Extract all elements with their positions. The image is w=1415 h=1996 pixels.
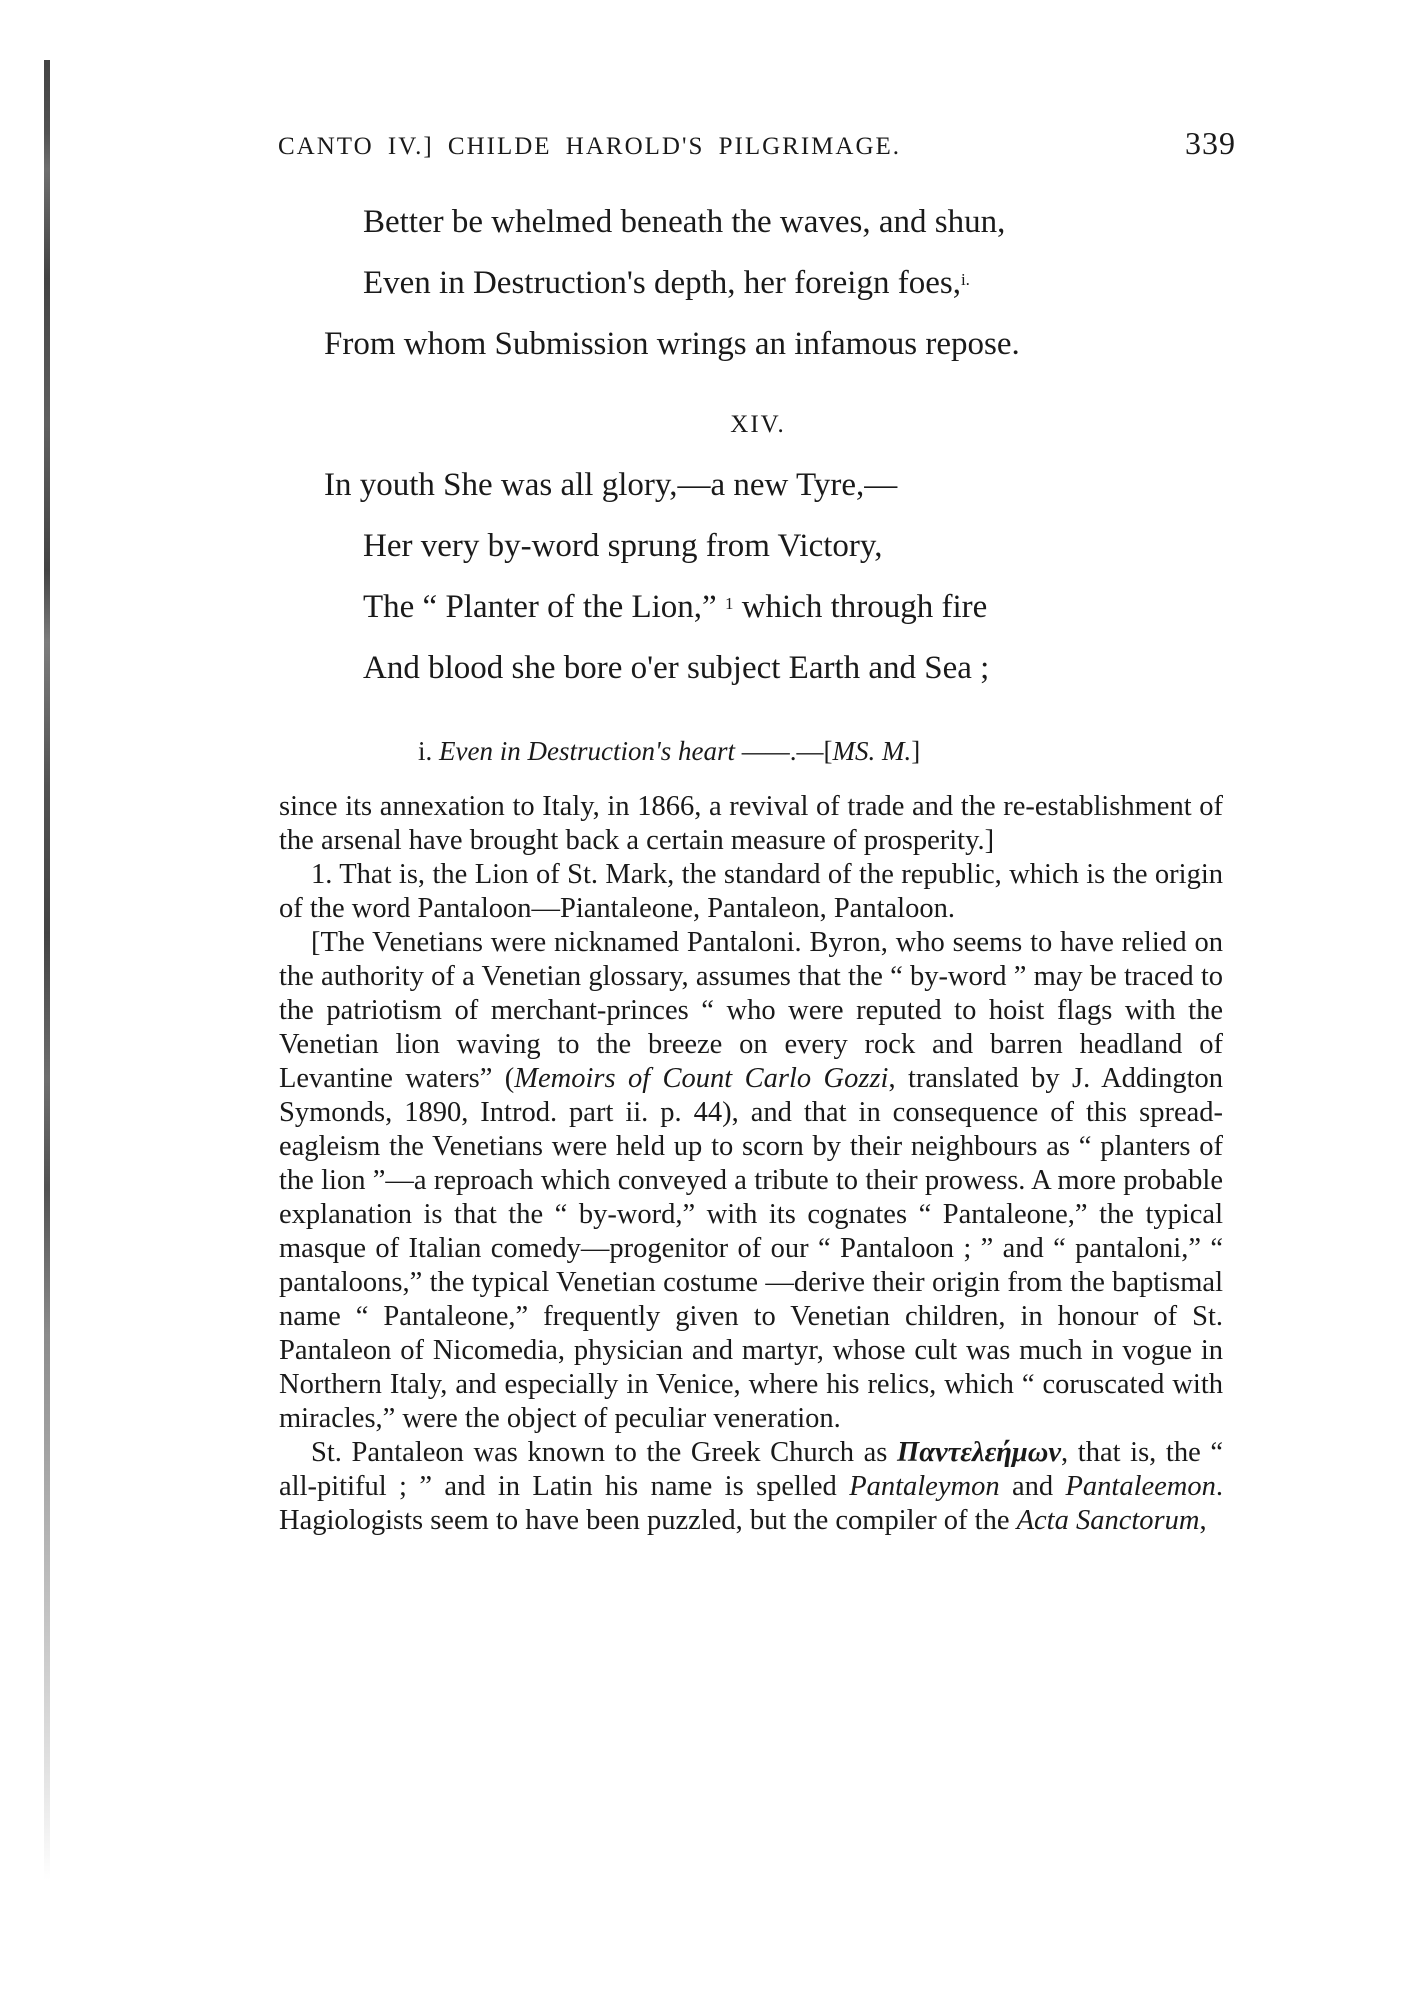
footnote-paragraph: [The Venetians were nicknamed Pantaloni. Byron, who seems to have relied on the authority of a Venetian glossary, assumes that the “ by-word ” may be traced to the patriotism of merchant-princes “ who were reputed to hoist flags with the Venetian lion waving to the breeze on every rock and barren headland of Levantine waters” (Memoirs of Count Carlo Gozzi, translated by J. Addington Symonds, 1890, Introd. part ii. p. 44), and that in consequence of this spread-eagleism the Venetians were held up to scorn by their neighbours as “ planters of the lion ”—a reproach which conveyed a tribute to their prowess. A more probable explanation is that the “ by-word,” with its cognates “ Pantaleone,” the typical masque of Italian comedy—progenitor of our “ Pantaloon ; ” and “ pantaloni,” “ pantaloons,” the typical Venetian costume —derive their origin from the baptismal name “ Pantaleone,” frequently given to Venetian children, in honour of St. Pantaleon of Nicomedia, physician and martyr, whose cult was much in vogue in Northern Italy, and especially in Venice, where his relics, which “ coruscated with miracles,” were the object of peculiar veneration. [279,927,1224,1434]
verse-line: Even in Destruction's depth, her foreign foes,$^{i.}$ [363,265,970,301]
page-header [278,125,1236,175]
footnote-paragraph: since its annexation to Italy, in 1866, a revival of trade and the re-establishment of the arsenal have brought back a certain measure of prosperity.] [279,791,1223,856]
footnote-paragraph: St. Pantaleon was known to the Greek Church as Παντελεήμων, that is, the “ all-pitiful ; ” and in Latin his name is spelled Pantaleymon and Pantaleemon. Hagiologists seem to have been puzzled, but the compiler of the Acta Sanctorum, [279,1437,1224,1536]
greek-word: Παντελεήμων [897,1437,1062,1468]
footnote-paragraph: 1. That is, the Lion of St. Mark, the standard of the republic, which is the origin of the word Pantaloon—Piantaleone, Pantaleon, Pantaloon. [279,859,1223,924]
variant-reference: i. [960,270,970,289]
footnote-reference: 1 [724,594,734,613]
stanza-number: XIV. [730,411,786,438]
verse-line: Her very by-word sprung from Victory, [363,528,883,564]
verse-block [318,192,1238,699]
variant-reading-note: i. Even in Destruction's heart ——.—[MS. M.] [418,736,921,766]
verse-line: From whom Submission wrings an infamous repose. [324,326,1020,362]
page-number: 339 [1185,125,1236,161]
running-title: CANTO IV.] CHILDE HAROLD'S PILGRIMAGE. [278,133,902,160]
verse-line: And blood she bore o'er subject Earth and Sea ; [363,650,990,686]
verse-line: The “ Planter of the Lion,” $^1$ which through fire [363,589,988,625]
binding-gutter-shadow [44,60,50,1880]
footnotes [279,790,1223,1538]
verse-line: In youth She was all glory,—a new Tyre,— [324,467,898,503]
verse-line: Better be whelmed beneath the waves, and shun, [363,204,1006,240]
